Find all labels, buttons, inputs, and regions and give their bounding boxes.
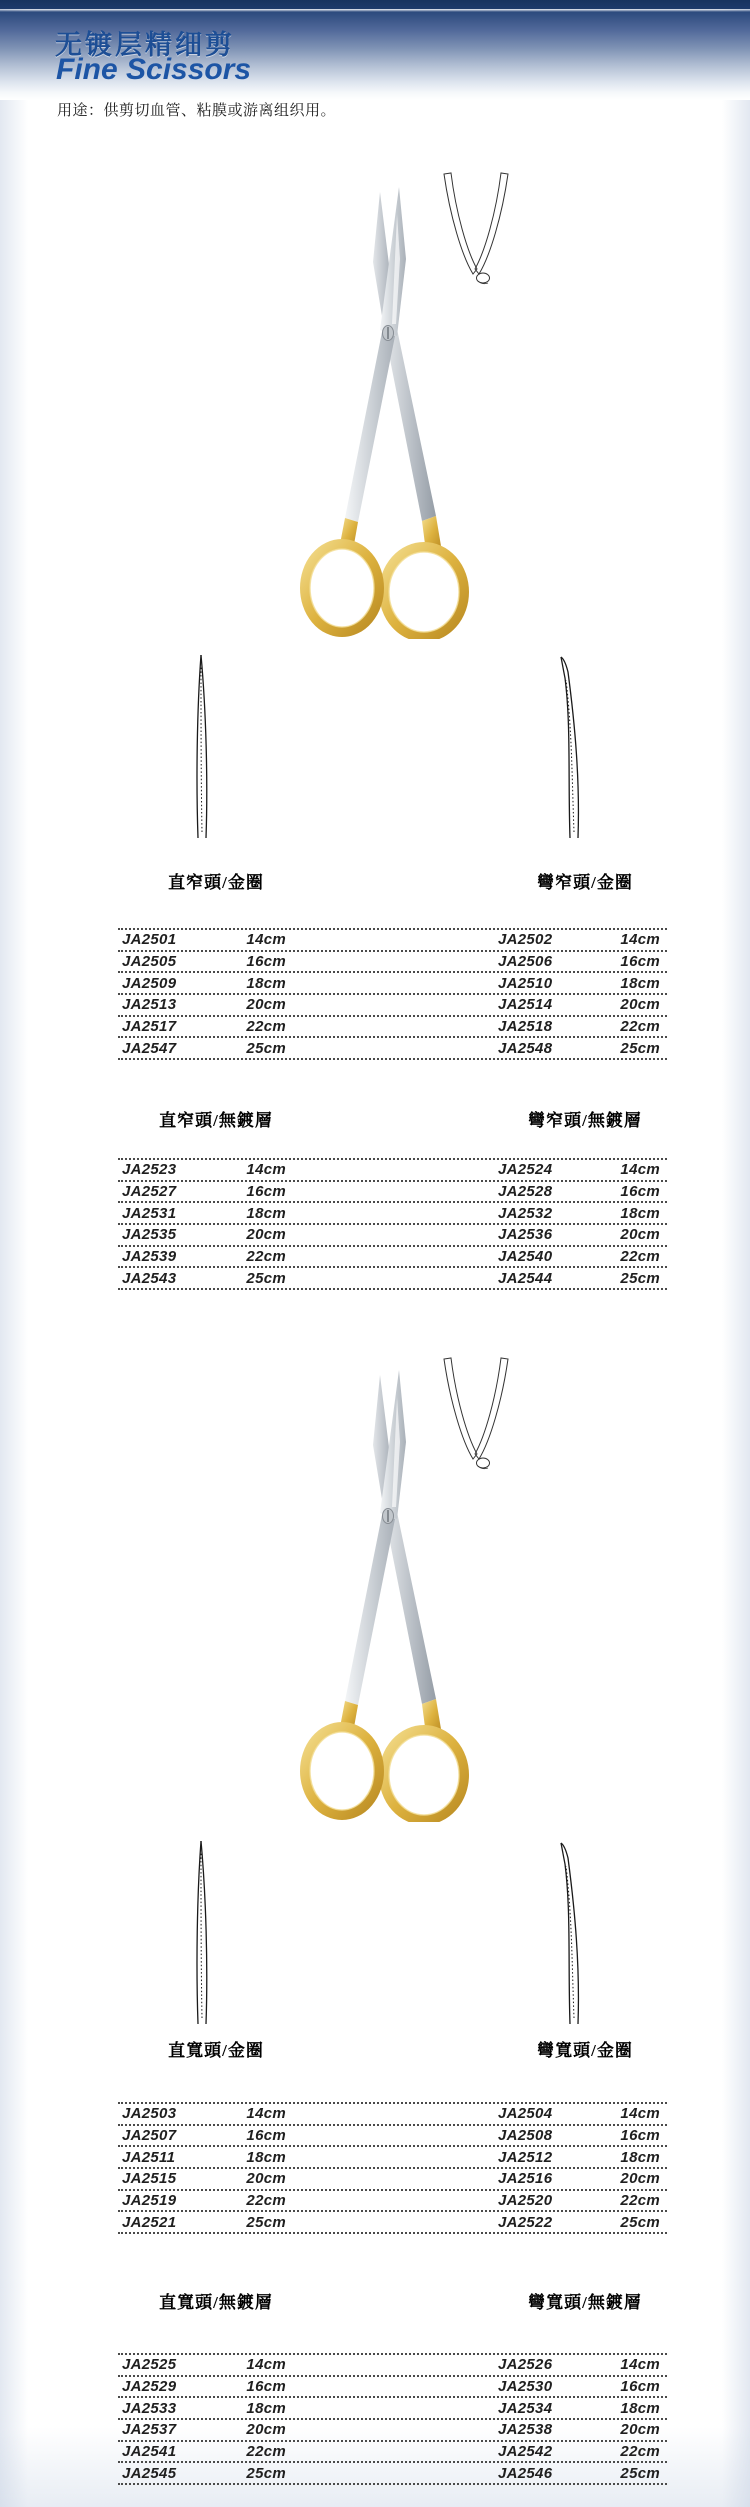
size-value: 16cm: [620, 953, 660, 971]
curved-tip-drawing: [556, 650, 586, 840]
size-value: 18cm: [246, 2399, 286, 2417]
table-row: [118, 1266, 667, 1288]
model-code: JA2515: [122, 2170, 177, 2188]
table-row: [118, 1015, 667, 1037]
scissor-tips-inset-drawing: [440, 1356, 512, 1471]
model-code: JA2531: [122, 1204, 177, 1222]
size-value: 18cm: [620, 974, 660, 992]
model-code: JA2544: [498, 1269, 553, 1287]
section-headers: [0, 868, 750, 892]
table-row: [118, 928, 667, 950]
table-row: [118, 2461, 667, 2483]
model-code: JA2507: [122, 2127, 177, 2145]
section-header-right: 彎寬頭/金圈: [537, 2041, 633, 2060]
table-row: [118, 1036, 667, 1058]
straight-tip-drawing: [186, 1836, 216, 2026]
size-value: 16cm: [620, 2378, 660, 2396]
model-code: JA2509: [122, 974, 177, 992]
table-row: [118, 1223, 667, 1245]
size-value: 22cm: [246, 2443, 286, 2461]
size-value: 25cm: [620, 1269, 660, 1287]
section-headers: [0, 2036, 750, 2060]
model-code: JA2529: [122, 2378, 177, 2396]
model-code: JA2520: [498, 2192, 553, 2210]
size-value: 22cm: [620, 1248, 660, 1266]
model-code: JA2537: [122, 2421, 177, 2439]
table-row: [118, 950, 667, 972]
model-code: JA2545: [122, 2464, 177, 2482]
header-band: [0, 0, 750, 100]
model-code: JA2504: [498, 2105, 553, 2123]
table-row: [118, 2375, 667, 2397]
table-row: [118, 2396, 667, 2418]
size-value: 25cm: [246, 2464, 286, 2482]
size-value: 22cm: [620, 2192, 660, 2210]
section-header-right: 彎窄頭/金圈: [537, 873, 633, 892]
size-value: 25cm: [246, 1039, 286, 1057]
table-row: [118, 2145, 667, 2167]
size-value: 16cm: [246, 1183, 286, 1201]
size-value: 18cm: [620, 2399, 660, 2417]
model-code: JA2534: [498, 2399, 553, 2417]
table-row: [118, 993, 667, 1015]
size-value: 18cm: [620, 2148, 660, 2166]
section-header-left: 直窄頭/無鍍層: [159, 1111, 273, 1130]
size-value: 18cm: [620, 1204, 660, 1222]
table-row: [118, 2210, 667, 2232]
model-code: JA2528: [498, 1183, 553, 1201]
size-value: 20cm: [246, 2421, 286, 2439]
section-header-right: 彎窄頭/無鍍層: [528, 1111, 642, 1130]
table-row: [118, 1180, 667, 1202]
table-row: [118, 2124, 667, 2146]
size-value: 14cm: [246, 2105, 286, 2123]
model-code: JA2514: [498, 996, 553, 1014]
model-code: JA2519: [122, 2192, 177, 2210]
section-header-right: 彎寬頭/無鍍層: [528, 2293, 642, 2312]
section-headers: [0, 1106, 750, 1130]
table-row: [118, 2418, 667, 2440]
page-title: 无镀层精细剪: [55, 30, 235, 60]
model-code: JA2505: [122, 953, 177, 971]
page-subtitle: Fine Scissors: [56, 53, 252, 86]
model-code: JA2525: [122, 2356, 177, 2374]
size-value: 22cm: [620, 2443, 660, 2461]
table-row: [118, 971, 667, 993]
model-code: JA2503: [122, 2105, 177, 2123]
size-value: 14cm: [620, 2105, 660, 2123]
model-code: JA2530: [498, 2378, 553, 2396]
size-value: 20cm: [620, 1226, 660, 1244]
size-value: 14cm: [620, 931, 660, 949]
model-code: JA2548: [498, 1039, 553, 1057]
catalog-table: [118, 928, 667, 1060]
size-value: 20cm: [620, 996, 660, 1014]
table-row: [118, 1245, 667, 1267]
size-value: 20cm: [620, 2421, 660, 2439]
straight-tip-drawing: [186, 650, 216, 840]
size-value: 20cm: [246, 2170, 286, 2188]
model-code: JA2524: [498, 1161, 553, 1179]
size-value: 18cm: [246, 1204, 286, 1222]
model-code: JA2535: [122, 1226, 177, 1244]
model-code: JA2521: [122, 2213, 177, 2231]
model-code: JA2506: [498, 953, 553, 971]
model-code: JA2516: [498, 2170, 553, 2188]
size-value: 22cm: [246, 2192, 286, 2210]
size-value: 16cm: [246, 2127, 286, 2145]
size-value: 16cm: [620, 2127, 660, 2145]
model-code: JA2512: [498, 2148, 553, 2166]
size-value: 25cm: [246, 1269, 286, 1287]
model-code: JA2538: [498, 2421, 553, 2439]
size-value: 25cm: [620, 2464, 660, 2482]
model-code: JA2502: [498, 931, 553, 949]
usage-text: 用途：供剪切血管、粘膜或游离组织用。: [57, 102, 337, 119]
section-header-left: 直寬頭/無鍍層: [159, 2293, 273, 2312]
model-code: JA2517: [122, 1018, 177, 1036]
size-value: 25cm: [246, 2213, 286, 2231]
model-code: JA2541: [122, 2443, 177, 2461]
size-value: 18cm: [246, 2148, 286, 2166]
table-row: [118, 2440, 667, 2462]
model-code: JA2508: [498, 2127, 553, 2145]
catalog-table: [118, 1158, 667, 1290]
model-code: JA2536: [498, 1226, 553, 1244]
model-code: JA2510: [498, 974, 553, 992]
size-value: 14cm: [246, 1161, 286, 1179]
catalog-table: [118, 2353, 667, 2485]
model-code: JA2546: [498, 2464, 553, 2482]
curved-tip-drawing: [556, 1836, 586, 2026]
catalog-table: [118, 2102, 667, 2234]
size-value: 16cm: [246, 2378, 286, 2396]
table-row: [118, 1158, 667, 1180]
model-code: JA2513: [122, 996, 177, 1014]
model-code: JA2532: [498, 1204, 553, 1222]
size-value: 16cm: [620, 1183, 660, 1201]
size-value: 14cm: [246, 931, 286, 949]
table-row: [118, 2189, 667, 2211]
model-code: JA2539: [122, 1248, 177, 1266]
table-row: [118, 2167, 667, 2189]
table-row: [118, 2353, 667, 2375]
table-row: [118, 2102, 667, 2124]
model-code: JA2523: [122, 1161, 177, 1179]
scissor-tips-inset-drawing: [440, 171, 512, 286]
section-header-left: 直寬頭/金圈: [168, 2041, 264, 2060]
model-code: JA2540: [498, 1248, 553, 1266]
model-code: JA2511: [122, 2148, 176, 2166]
section-header-left: 直窄頭/金圈: [168, 873, 264, 892]
size-value: 22cm: [246, 1018, 286, 1036]
size-value: 20cm: [246, 1226, 286, 1244]
model-code: JA2501: [122, 931, 177, 949]
table-row: [118, 1201, 667, 1223]
model-code: JA2522: [498, 2213, 553, 2231]
size-value: 22cm: [246, 1248, 286, 1266]
model-code: JA2547: [122, 1039, 177, 1057]
size-value: 25cm: [620, 2213, 660, 2231]
model-code: JA2543: [122, 1269, 177, 1287]
model-code: JA2527: [122, 1183, 177, 1201]
size-value: 14cm: [620, 2356, 660, 2374]
size-value: 20cm: [246, 996, 286, 1014]
section-headers: [0, 2288, 750, 2312]
size-value: 25cm: [620, 1039, 660, 1057]
size-value: 18cm: [246, 974, 286, 992]
size-value: 20cm: [620, 2170, 660, 2188]
model-code: JA2533: [122, 2399, 177, 2417]
model-code: JA2542: [498, 2443, 553, 2461]
size-value: 14cm: [620, 1161, 660, 1179]
size-value: 22cm: [620, 1018, 660, 1036]
model-code: JA2518: [498, 1018, 553, 1036]
model-code: JA2526: [498, 2356, 553, 2374]
size-value: 14cm: [246, 2356, 286, 2374]
size-value: 16cm: [246, 953, 286, 971]
